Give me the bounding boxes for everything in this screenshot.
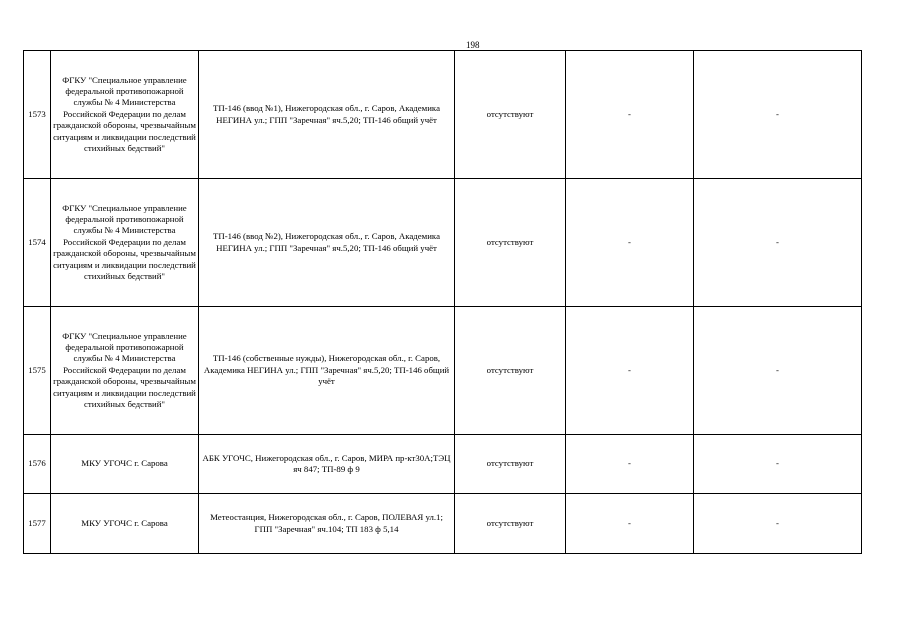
address-cell: ТП-146 (ввод №1), Нижегородская обл., г. Саров, Академика НЕГИНА ул.; ГПП "Заречная" яч.5,20; ТП-146 общий учёт [199, 51, 455, 179]
organization-cell: МКУ УГОЧС г. Сарова [51, 435, 199, 494]
value-cell-2: - [694, 494, 862, 554]
status-cell: отсутствуют [455, 307, 566, 435]
value-cell-2: - [694, 435, 862, 494]
row-number-cell: 1574 [24, 179, 51, 307]
status-cell: отсутствуют [455, 435, 566, 494]
row-number-cell: 1575 [24, 307, 51, 435]
organization-cell: ФГКУ "Специальное управление федеральной противопожарной службы № 4 Министерства Российской Федерации по делам гражданской обороны, чрезвычайным ситуациям и ликвидации последствий стихийных бедствий" [51, 51, 199, 179]
table-row [24, 494, 862, 554]
table-row [24, 307, 862, 435]
value-cell-1: - [566, 307, 694, 435]
row-number-cell: 1576 [24, 435, 51, 494]
value-cell-1: - [566, 179, 694, 307]
address-cell: АБК УГОЧС, Нижегородская обл., г. Саров, МИРА пр-кт30А;ТЭЦ яч 847; ТП-89 ф 9 [199, 435, 455, 494]
value-cell-2: - [694, 179, 862, 307]
organization-cell: МКУ УГОЧС г. Сарова [51, 494, 199, 554]
row-number-cell: 1577 [24, 494, 51, 554]
status-cell: отсутствуют [455, 51, 566, 179]
organization-cell: ФГКУ "Специальное управление федеральной противопожарной службы № 4 Министерства Российской Федерации по делам гражданской обороны, чрезвычайным ситуациям и ликвидации последствий стихийных бедствий" [51, 179, 199, 307]
table-row [24, 179, 862, 307]
page-number: 198 [466, 40, 480, 50]
value-cell-2: - [694, 307, 862, 435]
table-row [24, 51, 862, 179]
address-cell: ТП-146 (собственные нужды), Нижегородская обл., г. Саров, Академика НЕГИНА ул.; ГПП "Заречная" яч.5,20; ТП-146 общий учёт [199, 307, 455, 435]
value-cell-1: - [566, 494, 694, 554]
value-cell-1: - [566, 51, 694, 179]
status-cell: отсутствуют [455, 179, 566, 307]
registry-table [23, 50, 862, 554]
organization-cell: ФГКУ "Специальное управление федеральной противопожарной службы № 4 Министерства Российской Федерации по делам гражданской обороны, чрезвычайным ситуациям и ликвидации последствий стихийных бедствий" [51, 307, 199, 435]
value-cell-2: - [694, 51, 862, 179]
address-cell: ТП-146 (ввод №2), Нижегородская обл., г. Саров, Академика НЕГИНА ул.; ГПП "Заречная" яч.5,20; ТП-146 общий учёт [199, 179, 455, 307]
value-cell-1: - [566, 435, 694, 494]
address-cell: Метеостанция, Нижегородская обл., г. Саров, ПОЛЕВАЯ ул.1; ГПП "Заречная" яч.104; ТП 183 ф 5,14 [199, 494, 455, 554]
status-cell: отсутствуют [455, 494, 566, 554]
table-row [24, 435, 862, 494]
row-number-cell: 1573 [24, 51, 51, 179]
